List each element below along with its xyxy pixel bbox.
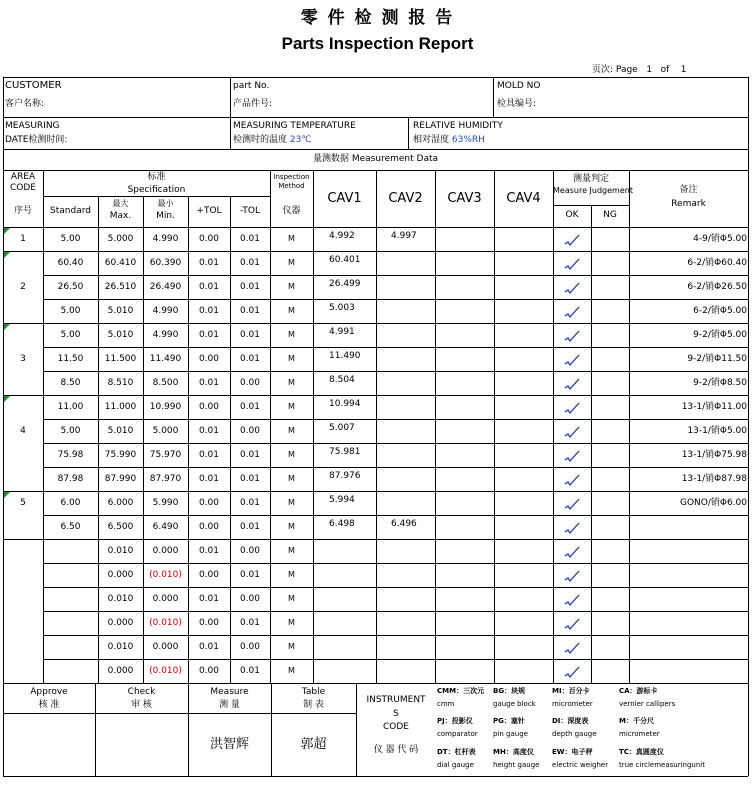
max-cell: 26.510 [104,282,137,292]
measure-label-cn: 测 量 [219,700,240,710]
ntol-cell: 0.01 [239,450,261,460]
min-cell: 4.990 [152,306,179,316]
ok-check-icon [563,568,581,582]
ptol-cell: 0.00 [198,354,220,364]
remark-cell: 13-1/销Φ75.98 [681,450,747,460]
ntol-cell: 0.01 [239,498,261,508]
ptol-cell: 0.00 [198,234,220,244]
cav1-header: CAV1 [327,191,362,206]
cav1-cell: 5.003 [329,303,355,313]
min-cell: 6.490 [152,522,179,532]
remark-cell: 6-2/销Φ60.40 [687,258,747,268]
remark-cell: 6-2/销Φ26.50 [687,282,747,292]
method-cell: M [288,594,295,603]
ptol-cell: 0.00 [198,522,220,532]
max-cell: 60.410 [104,258,137,268]
cav1-cell: 87.976 [329,471,361,481]
cav2-cell: 4.997 [391,231,417,241]
max-cell: 11.000 [104,402,137,412]
ntol-cell: 0.01 [239,474,261,484]
min-cell: (0.010) [149,666,182,676]
max-cell: 5.010 [107,306,134,316]
remark-cell: 9-2/销Φ5.00 [693,330,747,340]
customer-label: CUSTOMER [5,80,62,91]
max-cell: 0.000 [107,570,134,580]
remark-cell: 6-2/销Φ5.00 [693,306,747,316]
remark-header-en: Remark [671,199,706,209]
method-cell: M [288,498,295,507]
area-code-cell: 3 [20,354,26,364]
ok-check-icon [563,520,581,534]
method-cell: M [288,666,295,675]
ntol-cell: 0.00 [239,426,261,436]
instrument-code: EW：电子秤 [552,748,593,756]
method-cell: M [288,282,295,291]
ptol-cell: 0.01 [198,258,220,268]
min-cell: 5.990 [152,498,179,508]
instrument-code: BG：块规 [493,687,526,695]
ntol-cell: 0.01 [239,258,261,268]
humidity-value: 相对湿度 63%RH [413,135,485,145]
std-cell: 5.00 [60,234,81,244]
ptol-cell: 0.01 [198,546,220,556]
cav2-header: CAV2 [388,191,423,206]
instrument-code-label-3: CODE [383,722,409,732]
ptol-cell: 0.01 [198,282,220,292]
spec-header-cn: 标准 [147,172,166,182]
method-header-en: Inspection Method [273,173,310,190]
measuring-label: MEASURING [5,121,60,131]
method-cell: M [288,426,295,435]
ptol-cell: 0.00 [198,570,220,580]
method-cell: M [288,642,295,651]
ptol-cell: 0.01 [198,450,220,460]
min-cell: 87.970 [149,474,182,484]
ok-check-icon [563,232,581,246]
remark-cell: 13-1/销Φ5.00 [687,426,747,436]
ok-check-icon [563,352,581,366]
max-cell: 0.010 [107,642,134,652]
cav1-cell: 5.994 [329,495,355,505]
max-cell: 6.000 [107,498,134,508]
ptol-cell: 0.00 [198,666,220,676]
mold-no-label: MOLD NO [497,81,541,91]
ntol-cell: 0.01 [239,522,261,532]
approve-label-cn: 核 准 [38,700,60,710]
ok-check-icon [563,640,581,654]
measure-signature: 洪智辉 [209,737,249,752]
ptol-cell: 0.01 [198,594,220,604]
min-cell: 11.490 [149,354,182,364]
ptol-cell: 0.00 [198,402,220,412]
max-cell: 6.500 [107,522,134,532]
instrument-code-en: gauge block [493,700,536,708]
method-cell: M [288,354,295,363]
method-cell: M [288,522,295,531]
ntol-cell: 0.01 [239,666,261,676]
ok-header: OK [565,210,579,220]
ok-check-icon [563,496,581,510]
ntol-cell: 0.01 [239,354,261,364]
ntol-header: -TOL [239,206,261,216]
ptol-cell: 0.01 [198,306,220,316]
ok-check-icon [563,616,581,630]
date-label: DATE检测时间: [5,135,68,145]
max-cell: 5.010 [107,426,134,436]
std-cell: 5.00 [60,426,81,436]
method-cell: M [288,474,295,483]
ptol-cell: 0.01 [198,378,220,388]
humidity-label: RELATIVE HUMIDITY [413,121,503,131]
instrument-code-en: comparator [437,730,478,738]
cav1-cell: 11.490 [329,351,361,361]
ntol-cell: 0.00 [239,594,261,604]
instrument-code: CA：游标卡 [619,687,658,695]
ntol-cell: 0.00 [239,642,261,652]
ptol-cell: 0.01 [198,330,220,340]
instrument-code-en: cmm [437,700,455,708]
ptol-cell: 0.01 [198,426,220,436]
max-cell: 0.010 [107,546,134,556]
instrument-code: MH：高度仪 [493,748,534,756]
instrument-code-en: true circlemeasuringunit [619,761,705,769]
ok-check-icon [563,544,581,558]
method-cell: M [288,378,295,387]
ntol-cell: 0.01 [239,402,261,412]
method-cell: M [288,570,295,579]
max-cell: 5.000 [107,234,134,244]
cav3-header: CAV3 [447,191,482,206]
table-signature: 郭超 [300,737,327,752]
ntol-cell: 0.01 [239,330,261,340]
max-cell: 0.010 [107,594,134,604]
method-cell: M [288,330,295,339]
title-chinese: 零 件 检 测 报 告 [300,8,455,28]
min-cell: 0.000 [152,546,179,556]
area-code-cell: 5 [20,498,26,508]
cav1-cell: 26.499 [329,279,361,289]
instrument-code-en: vernier callipers [619,700,676,708]
min-cell: 4.990 [152,234,179,244]
remark-cell: 9-2/销Φ11.50 [687,354,747,364]
remark-header-cn: 备注 [679,185,698,195]
instrument-code-label-1: INSTRUMENT [366,695,426,705]
ntol-cell: 0.01 [239,570,261,580]
customer-label-cn: 客户名称: [5,99,45,109]
area-code-cell: 4 [20,426,26,436]
std-cell: 11.00 [57,402,84,412]
part-no-label: part No. [233,81,270,91]
max-cell: 87.990 [104,474,137,484]
seq-header: 序号 [13,206,32,216]
method-header-cn: 仪器 [282,206,301,216]
cav1-cell: 10.994 [329,399,361,409]
min-cell: (0.010) [149,618,182,628]
area-code-cell: 2 [20,282,26,292]
judgement-header-cn: 测量判定 [572,174,609,184]
instrument-code: PG：塞针 [493,717,525,725]
method-cell: M [288,450,295,459]
table-label: Table [301,687,326,697]
min-cell: 5.000 [152,426,179,436]
temperature-label: MEASURING TEMPERATURE [233,121,356,131]
table-label-cn: 制 表 [303,700,324,710]
ptol-cell: 0.00 [198,618,220,628]
mold-no-label-cn: 检具编号: [497,99,537,109]
ntol-cell: 0.01 [239,306,261,316]
instrument-code-en: micrometer [552,700,593,708]
cav1-cell: 4.991 [329,327,355,337]
instrument-code: CMM：三次元 [437,687,485,695]
instrument-code: M：千分尺 [619,717,654,725]
ntol-cell: 0.01 [239,234,261,244]
remark-cell: 9-2/销Φ8.50 [693,378,747,388]
cav1-cell: 5.007 [329,423,355,433]
instrument-code-en: electric weigher [552,761,609,769]
ntol-cell: 0.01 [239,618,261,628]
std-cell: 5.00 [60,330,81,340]
min-cell: 0.000 [152,642,179,652]
instrument-code-en: height gauge [493,761,540,769]
cav1-cell: 60.401 [329,255,361,265]
ptol-header: +TOL [196,206,222,216]
instrument-code-en: micrometer [619,730,660,738]
max-cell: 11.500 [104,354,137,364]
min-cell: 60.390 [149,258,182,268]
std-cell: 6.50 [60,522,81,532]
min-header-en: Min. [156,211,175,221]
instrument-code-en: pin gauge [493,730,528,738]
instrument-code: DI：深度表 [552,717,589,725]
ok-check-icon [563,424,581,438]
part-no-label-cn: 产品件号: [233,99,273,109]
ntol-cell: 0.00 [239,546,261,556]
instrument-code-en: depth gauge [552,730,597,738]
remark-cell: GONO/销Φ6.00 [679,498,747,508]
instrument-code-label-cn: 仪 器 代 码 [373,745,419,755]
ok-check-icon [563,304,581,318]
cav1-cell: 8.504 [329,375,355,385]
ok-check-icon [563,256,581,270]
max-header-cn: 最大 [112,199,129,208]
std-cell: 5.00 [60,306,81,316]
ntol-cell: 0.01 [239,282,261,292]
instrument-code-label-2: S [393,709,399,719]
instrument-code: PJ：投影仪 [437,717,473,725]
min-cell: 0.000 [152,594,179,604]
page-info: 页次: Page 1 of 1 [592,65,687,75]
ptol-cell: 0.00 [198,498,220,508]
instrument-code: DT：杠杆表 [437,748,476,756]
spec-header-en: Specification [127,185,186,195]
area-code-cell: 1 [20,234,26,244]
ok-check-icon [563,400,581,414]
check-label-cn: 审 核 [131,700,152,710]
method-cell: M [288,618,295,627]
method-cell: M [288,402,295,411]
min-header-cn: 最小 [157,199,174,208]
max-cell: 5.010 [107,330,134,340]
temperature-value: 检测时的温度 23℃ [233,135,312,145]
min-cell: 75.970 [149,450,182,460]
std-cell: 60.40 [57,258,84,268]
std-cell: 6.00 [60,498,81,508]
ok-check-icon [563,664,581,678]
remark-cell: 13-1/销Φ11.00 [681,402,747,412]
approve-label: Approve [30,687,68,697]
method-cell: M [288,234,295,243]
min-cell: 8.500 [152,378,179,388]
ok-check-icon [563,376,581,390]
instrument-code: MI：百分卡 [552,687,590,695]
remark-cell: 4-9/销Φ5.00 [693,234,747,244]
std-cell: 75.98 [57,450,84,460]
min-cell: 10.990 [149,402,182,412]
title-english: Parts Inspection Report [281,34,474,53]
method-cell: M [288,306,295,315]
std-cell: 87.98 [57,474,84,484]
max-cell: 75.990 [104,450,137,460]
max-header-en: Max. [109,211,132,221]
method-cell: M [288,546,295,555]
instrument-code: TC：真圆度仪 [619,748,664,756]
standard-header: Standard [50,206,91,216]
cav1-cell: 6.498 [329,519,355,529]
ok-check-icon [563,280,581,294]
min-cell: 4.990 [152,330,179,340]
std-cell: 26.50 [57,282,84,292]
ptol-cell: 0.01 [198,642,220,652]
measurement-data-title: 量测数据 Measurement Data [313,154,438,164]
ok-check-icon [563,328,581,342]
ok-check-icon [563,472,581,486]
cav4-header: CAV4 [506,191,541,206]
judgement-header-en: Measure Judgement [553,186,633,195]
std-cell: 8.50 [60,378,81,388]
measure-label: Measure [210,687,249,697]
max-cell: 0.000 [107,618,134,628]
remark-cell: 13-1/销Φ87.98 [681,474,747,484]
ptol-cell: 0.01 [198,474,220,484]
ok-check-icon [563,448,581,462]
check-label: Check [127,687,156,697]
std-cell: 11.50 [57,354,84,364]
max-cell: 8.510 [107,378,134,388]
max-cell: 0.000 [107,666,134,676]
cav1-cell: 75.981 [329,447,361,457]
min-cell: 26.490 [149,282,182,292]
cav2-cell: 6.496 [391,519,417,529]
ntol-cell: 0.00 [239,378,261,388]
method-cell: M [288,258,295,267]
area-code-header: AREA CODE [10,172,36,193]
instrument-code-en: dial gauge [437,761,474,769]
min-cell: (0.010) [149,570,182,580]
ok-check-icon [563,592,581,606]
cav1-cell: 4.992 [329,231,355,241]
ng-header: NG [603,210,617,220]
